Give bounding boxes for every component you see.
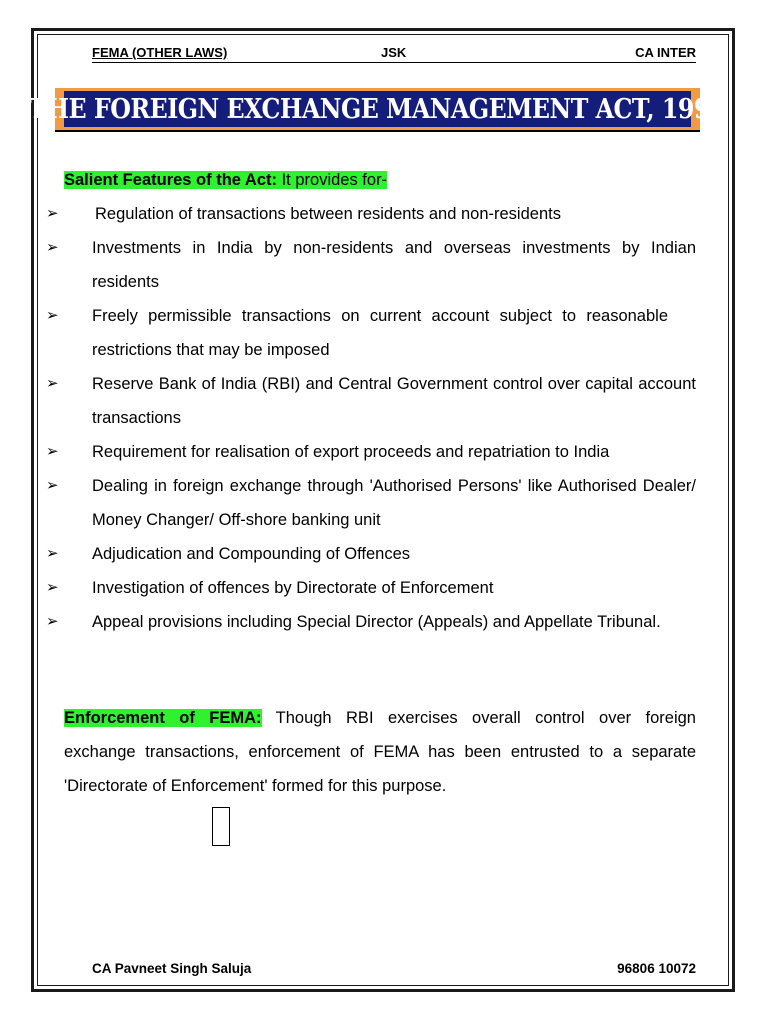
- enforcement-text-1: Though RBI exercises overall control over foreign: [261, 709, 696, 727]
- list-item: [44, 197, 696, 231]
- header-initials: JSK: [381, 45, 407, 60]
- arrowhead-bullet-icon: ➢: [46, 205, 59, 222]
- salient-features-heading: [64, 163, 387, 197]
- enforcement-line-1: [64, 701, 696, 735]
- arrowhead-bullet-icon: ➢: [46, 613, 59, 630]
- footer-author: CA Pavneet Singh Saluja: [92, 961, 252, 976]
- list-item: [44, 367, 696, 435]
- title-banner: [29, 88, 726, 130]
- arrowhead-bullet-icon: ➢: [46, 545, 59, 562]
- list-item: [44, 299, 696, 367]
- list-item-text: Requirement for realisation of export proceeds and repatriation to India: [92, 443, 610, 461]
- list-item-text: Regulation of transactions between residents and non-residents: [95, 205, 561, 223]
- title-banner-inner: [29, 91, 726, 127]
- arrowhead-bullet-icon: ➢: [46, 307, 59, 324]
- page-title: THE FOREIGN EXCHANGE MANAGEMENT ACT, 1999: [29, 93, 726, 125]
- list-item: [44, 571, 696, 605]
- header-course: CA INTER: [635, 45, 696, 60]
- list-item-text: Reserve Bank of India (RBI) and Central Government control over capital account transactions: [92, 375, 696, 427]
- list-item: [44, 231, 696, 299]
- salient-features-label: Salient Features of the Act:: [64, 171, 278, 189]
- arrowhead-bullet-icon: ➢: [46, 579, 59, 596]
- list-item-text: Dealing in foreign exchange through 'Authorised Persons' like Authorised Dealer/ Money Changer/ Off-shore banking unit: [92, 477, 696, 529]
- arrowhead-bullet-icon: ➢: [46, 239, 59, 256]
- enforcement-paragraph: [64, 701, 696, 803]
- footer-phone: 96806 10072: [617, 961, 696, 976]
- list-item-text: Adjudication and Compounding of Offences: [92, 545, 410, 563]
- arrowhead-bullet-icon: ➢: [46, 443, 59, 460]
- enforcement-line-3: 'Directorate of Enforcement' formed for this purpose.: [64, 777, 447, 795]
- empty-rectangle: [212, 807, 230, 846]
- page-footer: [92, 961, 696, 981]
- list-item: [44, 605, 696, 639]
- features-list: [44, 197, 696, 639]
- list-item: [44, 537, 696, 571]
- arrowhead-bullet-icon: ➢: [46, 375, 59, 392]
- page-header: [92, 44, 696, 63]
- title-underline: [55, 130, 700, 132]
- list-item-text: Investigation of offences by Directorate of Enforcement: [92, 579, 494, 597]
- enforcement-label: Enforcement of FEMA:: [64, 709, 262, 727]
- list-item-text: Appeal provisions including Special Director (Appeals) and Appellate Tribunal.: [92, 613, 661, 631]
- header-subject: FEMA (OTHER LAWS): [92, 45, 228, 60]
- arrowhead-bullet-icon: ➢: [46, 477, 59, 494]
- enforcement-line-2: exchange transactions, enforcement of FEMA has been entrusted to a separate: [64, 743, 696, 761]
- list-item-text: Freely permissible transactions on current account subject to reasonable restrictions that may be imposed: [92, 307, 668, 359]
- list-item-text: Investments in India by non-residents and overseas investments by Indian residents: [92, 239, 696, 291]
- salient-features-intro: It provides for-: [277, 171, 388, 189]
- list-item: [44, 435, 696, 469]
- list-item: [44, 469, 696, 537]
